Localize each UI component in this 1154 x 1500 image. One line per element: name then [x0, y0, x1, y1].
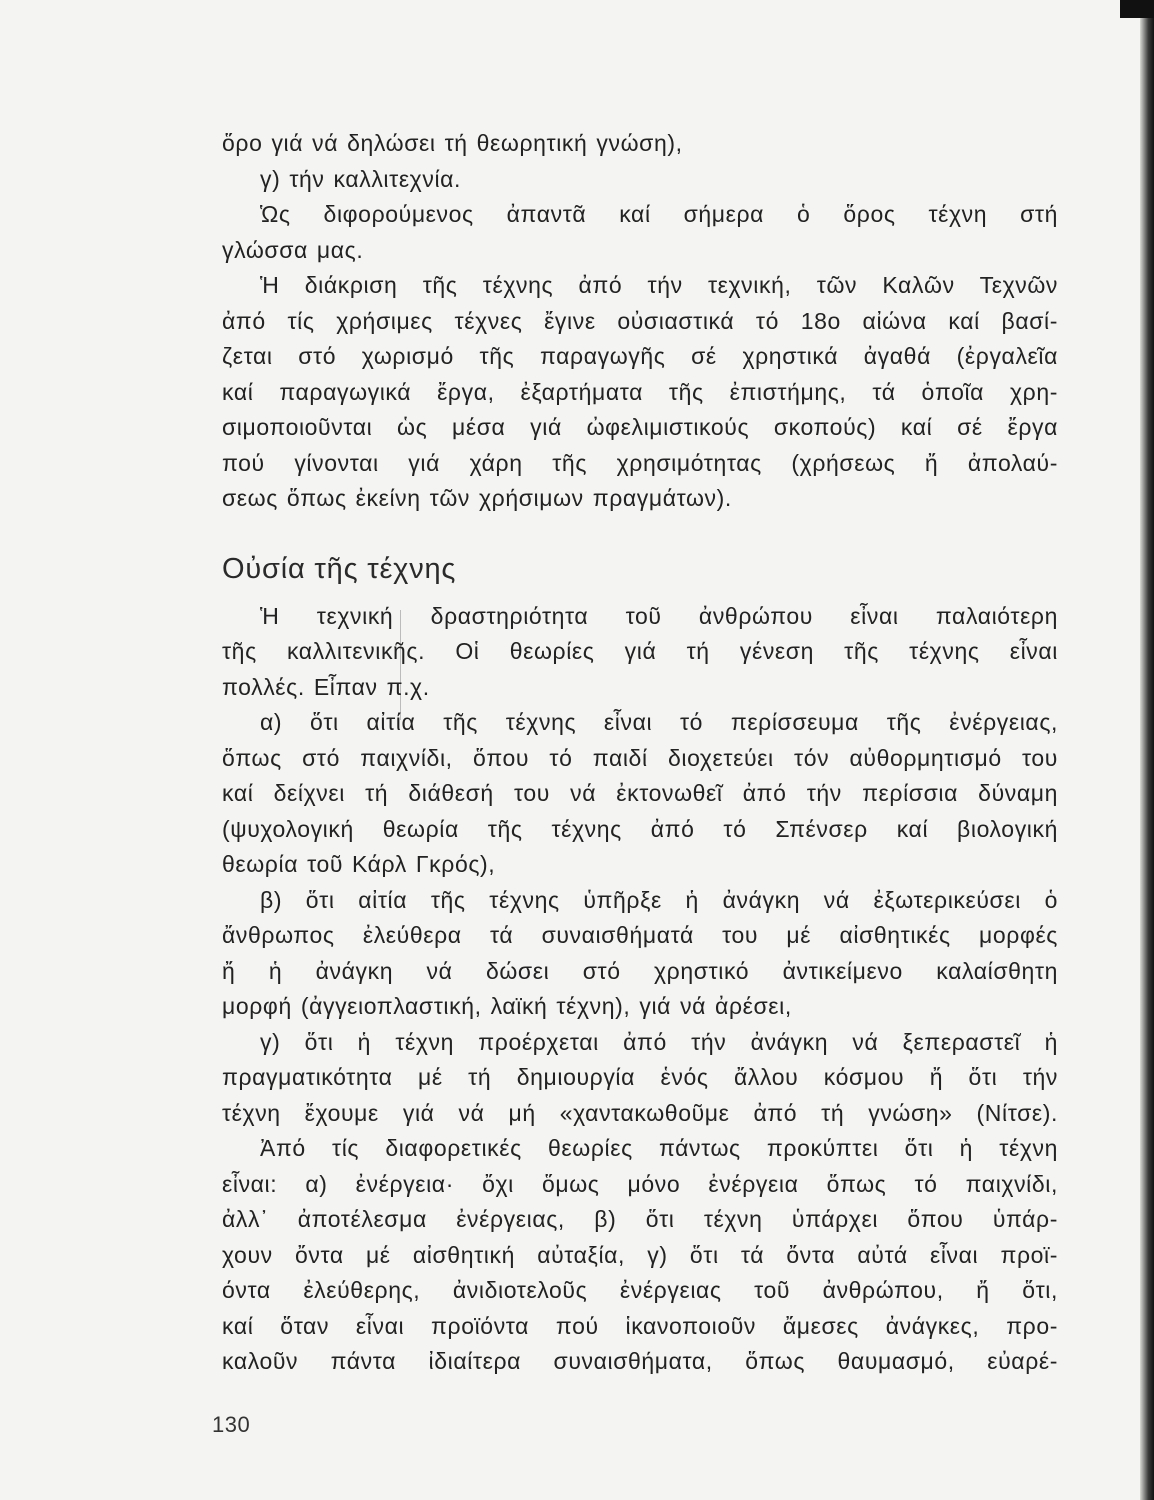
- text-line: ἀλλ᾽ ἀποτέλεσμα ἐνέργειας, β) ὅτι τέχνη ὑπάρχει ὅπου ὑπάρ-: [222, 1206, 1058, 1232]
- text-line: καλοῦν πάντα ἰδιαίτερα συναισθήματα, ὅπως θαυμασμό, εὐαρέ-: [222, 1348, 1058, 1374]
- text-line: εἶναι: α) ἐνέργεια· ὄχι ὅμως μόνο ἐνέργεια ὅπως τό παιχνίδι,: [222, 1170, 1058, 1197]
- text-line: α) ὅτι αἰτία τῆς τέχνης εἶναι τό περίσσευμα τῆς ἐνέργειας,: [260, 709, 1058, 735]
- text-line: καί ὅταν εἶναι προϊόντα πού ἱκανοποιοῦν ἄμεσες ἀνάγκες, προ-: [222, 1312, 1058, 1339]
- section-heading: Οὐσία τῆς τέχνης: [222, 552, 457, 585]
- text-line: ἄνθρωπος ἐλεύθερα τά συναισθήματά του μέ αἰσθητικές μορφές: [222, 922, 1058, 948]
- text-line: χουν ὄντα μέ αἰσθητική αὐταξία, γ) ὅτι τά ὄντα αὐτά εἶναι προϊ-: [222, 1241, 1058, 1268]
- page-number: 130: [212, 1412, 251, 1437]
- text-line: τῆς καλλιτενικῆς. Οἱ θεωρίες γιά τή γένεση τῆς τέχνης εἶναι: [222, 638, 1058, 664]
- text-line: Ἡ διάκριση τῆς τέχνης ἀπό τήν τεχνική, τῶν Καλῶν Τεχνῶν: [260, 272, 1058, 298]
- text-line: ζεται στό χωρισμό τῆς παραγωγῆς σέ χρηστικά ἀγαθά (ἐργαλεῖα: [222, 343, 1058, 369]
- text-line: ἤ ἡ ἀνάγκη νά δώσει στό χρηστικό ἀντικείμενο καλαίσθητη: [222, 957, 1058, 984]
- text-line: Ὡς διφορούμενος ἀπαντᾶ καί σήμερα ὁ ὅρος τέχνη στή: [260, 201, 1058, 227]
- text-line: τέχνη ἔχουμε γιά νά μή «χαντακωθοῦμε ἀπό τή γνώση» (Νίτσε).: [222, 1099, 1058, 1126]
- text-line: γλώσσα μας.: [222, 236, 364, 263]
- text-line: καί δείχνει τή διάθεσή του νά ἐκτονωθεῖ ἀπό τήν περίσσια δύναμη: [222, 780, 1058, 806]
- text-line: μορφή (ἀγγειοπλαστική, λαϊκή τέχνη), γιά νά ἀρέσει,: [222, 993, 792, 1019]
- text-line: σιμοποιοῦνται ὡς μέσα γιά ὠφελιμιστικούς σκοπούς) καί σέ ἔργα: [222, 414, 1058, 440]
- text-line: σεως ὅπως ἐκείνη τῶν χρήσιμων πραγμάτων).: [222, 485, 732, 511]
- text-line: γ) ὅτι ἡ τέχνη προέρχεται ἀπό τήν ἀνάγκη νά ξεπεραστεῖ ἡ: [260, 1028, 1058, 1055]
- page-corner-shadow: [1120, 0, 1154, 18]
- text-line: (ψυχολογική θεωρία τῆς τέχνης ἀπό τό Σπένσερ καί βιολογική: [222, 815, 1058, 842]
- text-line: ὅπως στό παιχνίδι, ὅπου τό παιδί διοχετεύει τόν αὐθορμητισμό του: [222, 744, 1058, 771]
- body-text: [222, 126, 1058, 1380]
- text-line: Ἡ τεχνική δραστηριότητα τοῦ ἀνθρώπου εἶναι παλαιότερη: [260, 602, 1058, 629]
- page-edge-shadow: [1140, 0, 1154, 1500]
- text-line: θεωρία τοῦ Κάρλ Γκρός),: [222, 851, 496, 877]
- text-line: όντα ἐλεύθερης, ἀνιδιοτελοῦς ἐνέργειας τοῦ ἀνθρώπου, ἤ ὅτι,: [222, 1277, 1058, 1303]
- text-line: πολλές. Εἶπαν π.χ.: [222, 673, 430, 700]
- text-line: Ἀπό τίς διαφορετικές θεωρίες πάντως προκύπτει ὅτι ἡ τέχνη: [260, 1135, 1058, 1161]
- text-line: καί παραγωγικά ἔργα, ἐξαρτήματα τῆς ἐπιστήμης, τά ὁποῖα χρη-: [222, 378, 1058, 405]
- text-line: πού γίνονται γιά χάρη τῆς χρησιμότητας (χρήσεως ἤ ἀπολαύ-: [222, 449, 1058, 476]
- text-line: ὅρο γιά νά δηλώσει τή θεωρητική γνώση),: [222, 130, 683, 156]
- text-line: ἀπό τίς χρήσιμες τέχνες ἔγινε οὐσιαστικά τό 18ο αἰώνα καί βασί-: [222, 307, 1058, 334]
- text-line: πραγματικότητα μέ τή δημιουργία ἑνός ἄλλου κόσμου ἤ ὅτι τήν: [222, 1064, 1058, 1090]
- text-line: γ) τήν καλλιτεχνία.: [260, 165, 462, 192]
- text-line: β) ὅτι αἰτία τῆς τέχνης ὑπῆρξε ἡ ἀνάγκη νά ἐξωτερικεύσει ὁ: [260, 886, 1058, 913]
